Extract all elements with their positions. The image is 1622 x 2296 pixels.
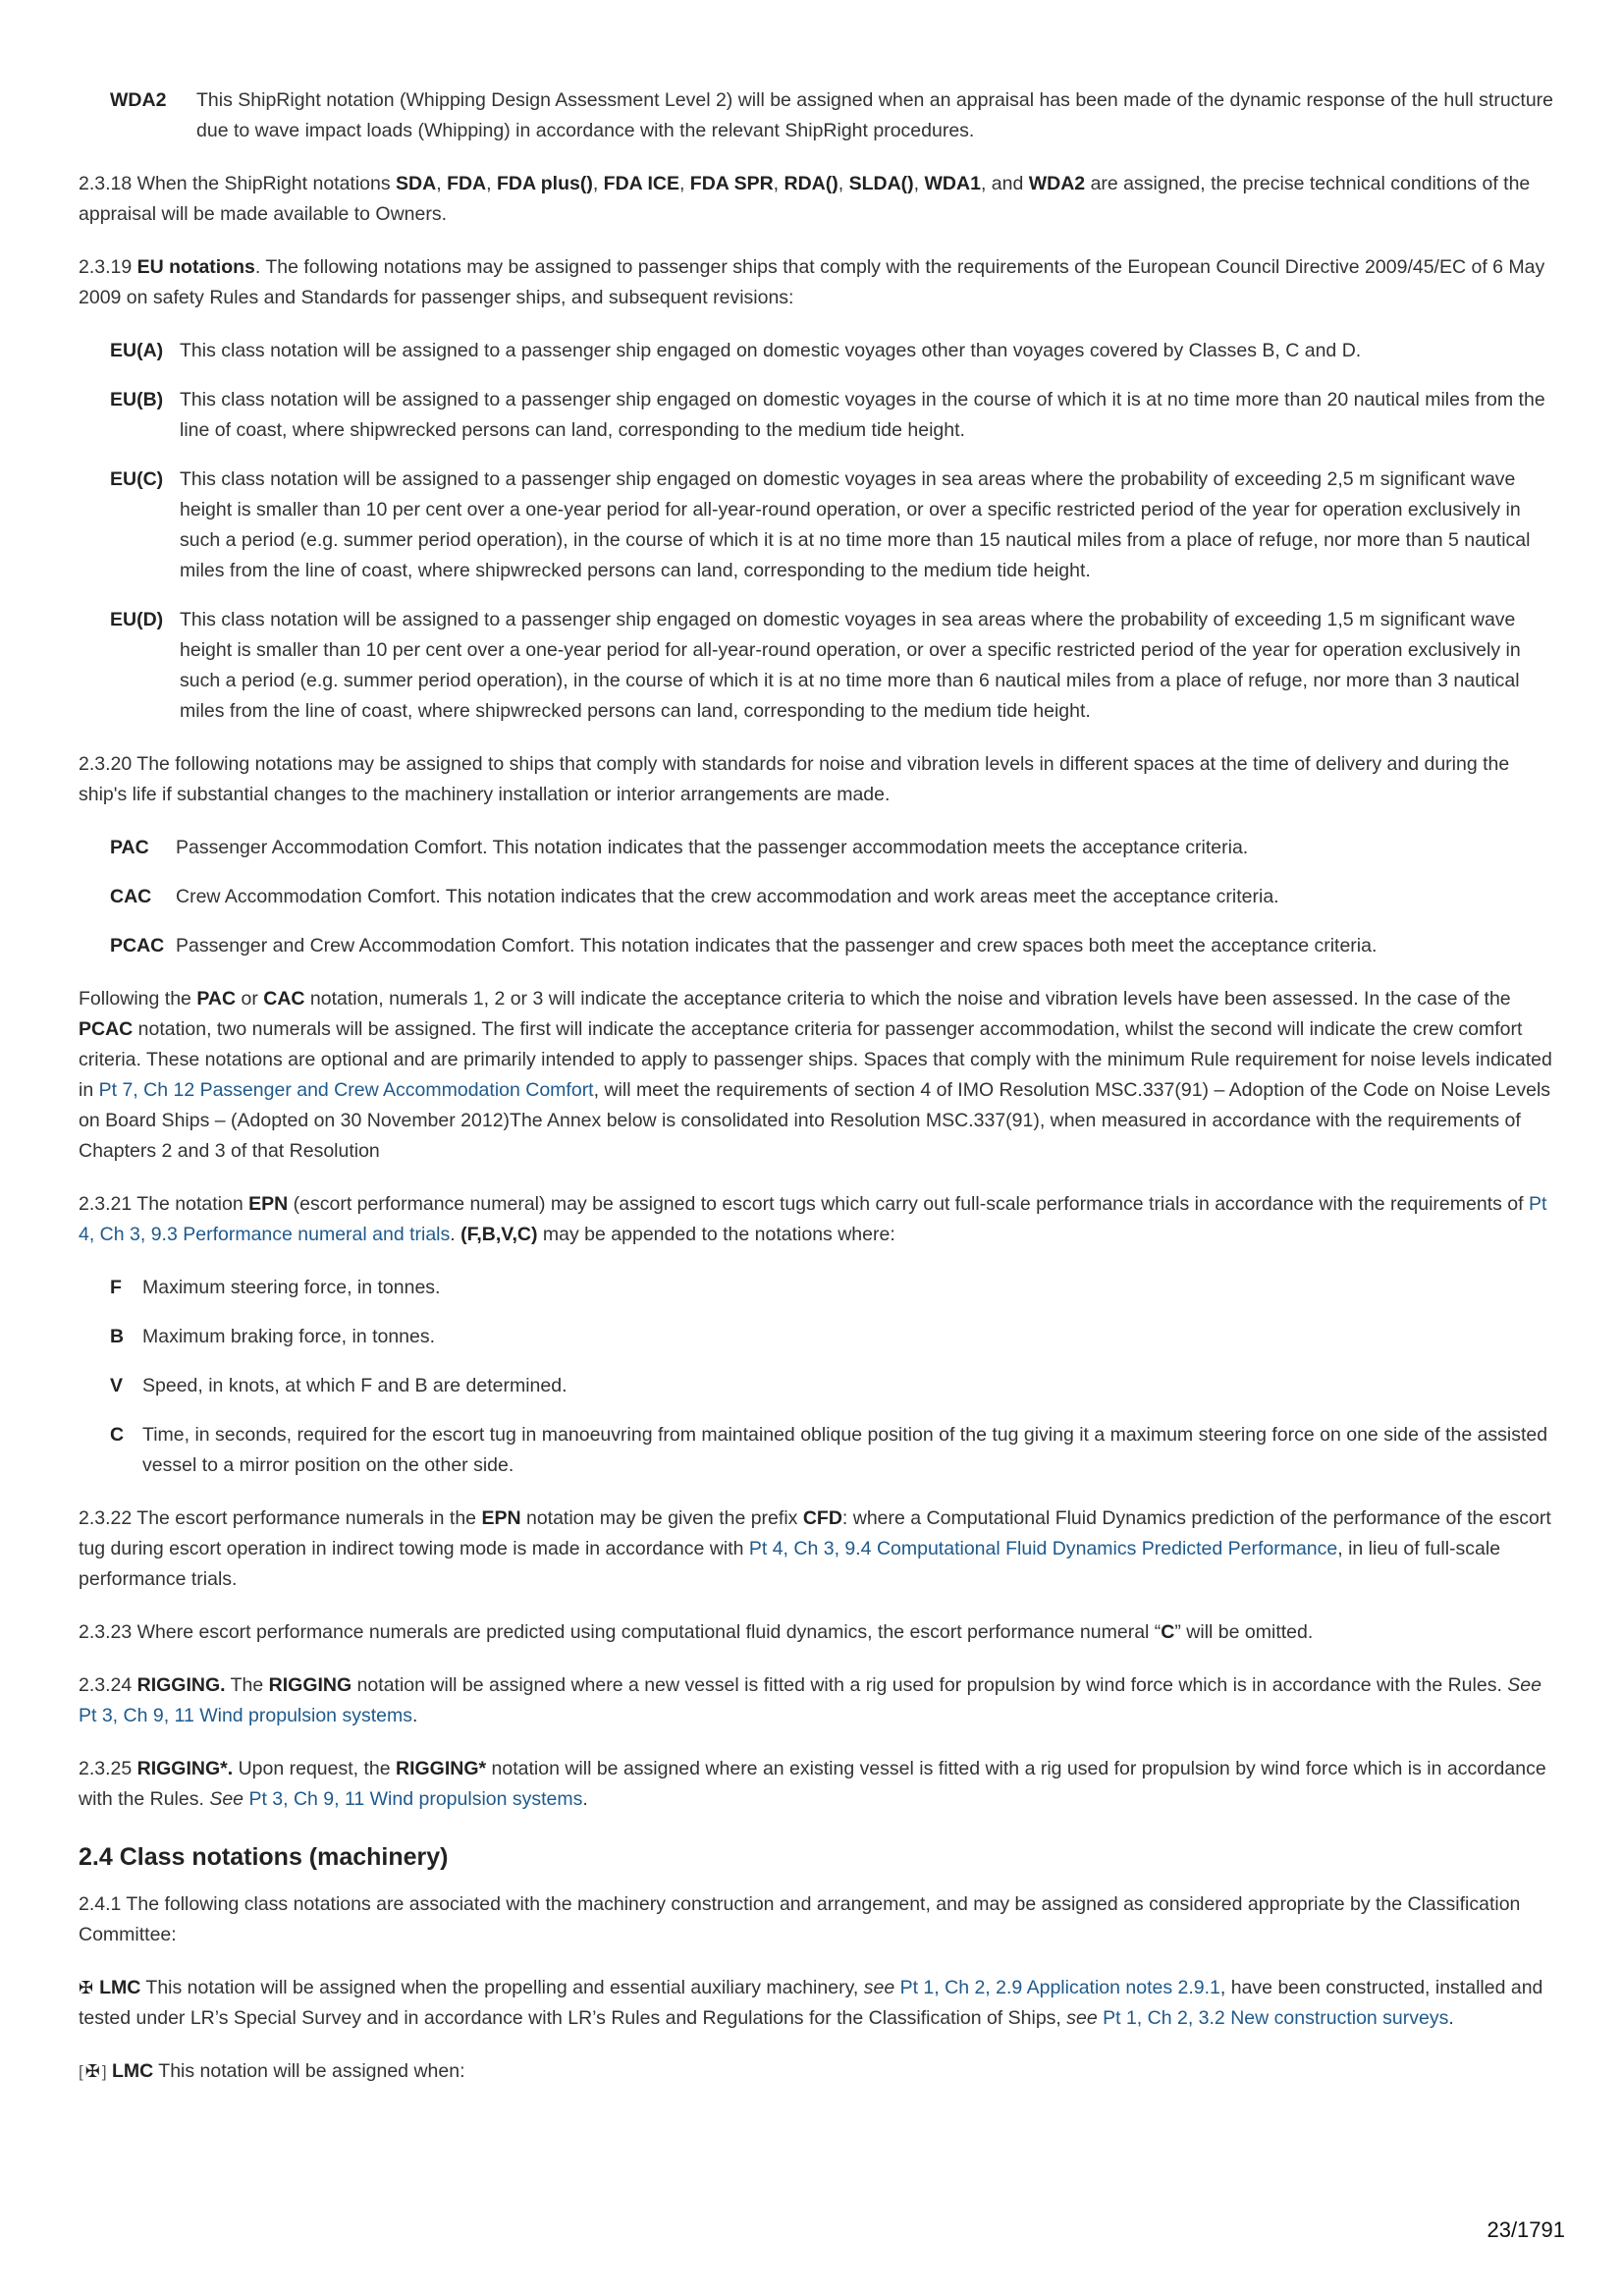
definition-term: B — [110, 1326, 125, 1347]
definition-desc: Passenger and Crew Accommodation Comfort. This notation indicates that the passenger and crew spaces both meet the acceptance criteria. — [176, 935, 1378, 957]
definition-cac — [110, 882, 1561, 912]
definition-desc: Crew Accommodation Comfort. This notation indicates that the crew accommodation and work areas meet the acceptance criteria. — [176, 886, 1279, 907]
definition-c — [110, 1420, 1561, 1481]
paragraph-2-4-1: 2.4.1 The following class notations are associated with the machinery construction and arrangement, and may be assigned as considered appropriate by the Classification Committee: — [79, 1893, 1521, 1945]
definition-eu-b — [110, 385, 1561, 446]
definition-eu-c — [110, 465, 1561, 586]
definition-desc: This class notation will be assigned to a passenger ship engaged on domestic voyages other than voyages covered by Classes B, C and D. — [180, 340, 1362, 361]
definition-term: C — [110, 1424, 125, 1446]
definition-pac — [110, 833, 1561, 863]
paragraph-2-3-24: 2.3.24 RIGGING. The RIGGING notation will be assigned where a new vessel is fitted with a rig used for propulsion by wind force which is in accordance with the Rules. See Pt 3, Ch 9, 11 Wind propulsion systems. — [79, 1674, 1541, 1726]
definition-desc: Passenger Accommodation Comfort. This notation indicates that the passenger accommodation meets the acceptance criteria. — [176, 837, 1249, 858]
definition-eu-d — [110, 605, 1561, 727]
definition-term: CAC — [110, 886, 152, 907]
definition-term: F — [110, 1277, 122, 1298]
link-pt7-ch12[interactable]: Pt 7, Ch 12 Passenger and Crew Accommodation Comfort — [98, 1079, 594, 1101]
link-pt3-ch9-11[interactable]: Pt 3, Ch 9, 11 Wind propulsion systems — [79, 1705, 412, 1726]
definition-eu-a — [110, 336, 1561, 366]
definition-desc: This class notation will be assigned to a passenger ship engaged on domestic voyages in the course of which it is at no time more than 20 nautical miles from the line of coast, where shipwrecked persons can land, corresponding to the medium tide height. — [180, 389, 1545, 441]
document-page — [79, 85, 1561, 2109]
paragraph-following-pac-cac: Following the PAC or CAC notation, numerals 1, 2 or 3 will indicate the acceptance criteria to which the noise and vibration levels have been assessed. In the case of the PCAC notation, two numerals will be assigned. The first will indicate the acceptance criteria for passenger accommodation, whilst the second will indicate the crew comfort criteria. These notations are optional and are primarily intended to apply to passenger ships. Spaces that comply with the minimum Rule requirement for noise levels indicated in Pt 7, Ch 12 Passenger and Crew Accommodation Comfort, will meet the requirements of section 4 of IMO Resolution MSC.337(91) – Adoption of the Code on Noise Levels on Board Ships – (Adopted on 30 November 2012)The Annex below is consolidated into Resolution MSC.337(91), when measured in accordance with the requirements of Chapters 2 and 3 of that Resolution — [79, 988, 1552, 1162]
definition-term: EU(A) — [110, 340, 164, 361]
definition-f — [110, 1273, 1561, 1303]
definition-pcac — [110, 931, 1561, 961]
maltese-cross-icon: ✠ — [79, 1978, 94, 1997]
definition-desc: Time, in seconds, required for the escort tug in manoeuvring from maintained oblique position of the tug giving it a maximum steering force on one side of the assisted vessel to a mirror position on the other side. — [142, 1424, 1548, 1476]
paragraph-lmc-bracketed: [ ✠ ] LMC This notation will be assigned when: — [79, 2060, 465, 2082]
paragraph-2-3-20: 2.3.20 The following notations may be assigned to ships that comply with standards for noise and vibration levels in different spaces at the time of delivery and during the ship's life if substantial changes to the machinery installation or interior arrangements are made. — [79, 753, 1510, 805]
maltese-cross-icon: ✠ — [84, 2061, 100, 2081]
link-pt4-ch3-9-4[interactable]: Pt 4, Ch 3, 9.4 Computational Fluid Dynamics Predicted Performance — [748, 1538, 1338, 1559]
link-pt1-ch2-2-9[interactable]: Pt 1, Ch 2, 2.9 Application notes 2.9.1 — [899, 1977, 1220, 1998]
definition-desc: This class notation will be assigned to a passenger ship engaged on domestic voyages in sea areas where the probability of exceeding 2,5 m significant wave height is smaller than 10 per cent over a one-year period for all-year-round operation, or over a specific restricted period of the year for operation exclusively in such a period (e.g. summer period operation), in the course of which it is at no time more than 15 nautical miles from a place of refuge, nor more than 5 nautical miles from the line of coast, where shipwrecked persons can land, corresponding to the medium tide height. — [180, 468, 1531, 581]
paragraph-2-3-19: 2.3.19 EU notations. The following notations may be assigned to passenger ships that comply with the requirements of the European Council Directive 2009/45/EC of 6 May 2009 on safety Rules and Standards for passenger ships, and subsequent revisions: — [79, 256, 1545, 308]
link-pt4-ch3-9-3[interactable]: Pt 4, Ch 3, 9.3 Performance numeral and trials — [79, 1193, 1547, 1245]
definition-desc: Maximum steering force, in tonnes. — [142, 1277, 441, 1298]
definition-desc: This ShipRight notation (Whipping Design Assessment Level 2) will be assigned when an appraisal has been made of the dynamic response of the hull structure due to wave impact loads (Whipping) in accordance with the relevant ShipRight procedures. — [196, 89, 1554, 141]
definition-term: PCAC — [110, 935, 165, 957]
definition-term: EU(D) — [110, 609, 164, 630]
definition-term: EU(B) — [110, 389, 164, 410]
definition-b — [110, 1322, 1561, 1352]
paragraph-2-3-21: 2.3.21 The notation EPN (escort performance numeral) may be assigned to escort tugs which carry out full-scale performance trials in accordance with the requirements of Pt 4, Ch 3, 9.3 Performance numeral and trials. (F,B,V,C) may be appended to the notations where: — [79, 1193, 1547, 1245]
definition-term: WDA2 — [110, 89, 167, 111]
paragraph-lmc: ✠ LMC This notation will be assigned when the propelling and essential auxiliary machinery, see Pt 1, Ch 2, 2.9 Application notes 2.9.1, have been constructed, installed and tested under LR’s Special Survey and in accordance with LR’s Rules and Regulations for the Classification of Ships, see Pt 1, Ch 2, 3.2 New construction surveys. — [79, 1977, 1543, 2029]
definition-wda2 — [110, 85, 1561, 146]
definition-desc: Maximum braking force, in tonnes. — [142, 1326, 436, 1347]
definition-term: V — [110, 1375, 124, 1396]
paragraph-2-3-23: 2.3.23 Where escort performance numerals are predicted using computational fluid dynamics, the escort performance numeral “C” will be omitted. — [79, 1621, 1314, 1643]
paragraph-2-3-25: 2.3.25 RIGGING*. Upon request, the RIGGING* notation will be assigned where an existing vessel is fitted with a rig used for propulsion by wind force which is in accordance with the Rules. See Pt 3, Ch 9, 11 Wind propulsion systems. — [79, 1758, 1546, 1810]
link-pt1-ch2-3-2[interactable]: Pt 1, Ch 2, 3.2 New construction surveys — [1103, 2007, 1449, 2029]
definition-term: EU(C) — [110, 468, 164, 490]
link-pt3-ch9-11-b[interactable]: Pt 3, Ch 9, 11 Wind propulsion systems — [248, 1788, 583, 1810]
definition-desc: Speed, in knots, at which F and B are determined. — [142, 1375, 568, 1396]
page-number: 23/1791 — [1487, 2217, 1565, 2242]
paragraph-2-3-18: 2.3.18 When the ShipRight notations SDA, FDA, FDA plus(), FDA ICE, FDA SPR, RDA(), SLDA(), WDA1, and WDA2 are assigned, the precise technical conditions of the appraisal will be made available to Owners. — [79, 173, 1531, 225]
section-heading-2-4: 2.4 Class notations (machinery) — [79, 1843, 449, 1871]
paragraph-2-3-22: 2.3.22 The escort performance numerals in the EPN notation may be given the prefix CFD: where a Computational Fluid Dynamics prediction of the performance of the escort tug during escort operation in indirect towing mode is made in accordance with Pt 4, Ch 3, 9.4 Computational Fluid Dynamics Predicted Performance, in lieu of full-scale performance trials. — [79, 1507, 1551, 1590]
definition-desc: This class notation will be assigned to a passenger ship engaged on domestic voyages in sea areas where the probability of exceeding 1,5 m significant wave height is smaller than 10 per cent over a one-year period for all-year-round operation, or over a specific restricted period of the year for operation exclusively in such a period (e.g. summer period operation), in the course of which it is at no time more than 6 nautical miles from a place of refuge, nor more than 3 nautical miles from the line of coast, where shipwrecked persons can land, corresponding to the medium tide height. — [180, 609, 1521, 722]
definition-v — [110, 1371, 1561, 1401]
definition-term: PAC — [110, 837, 149, 858]
